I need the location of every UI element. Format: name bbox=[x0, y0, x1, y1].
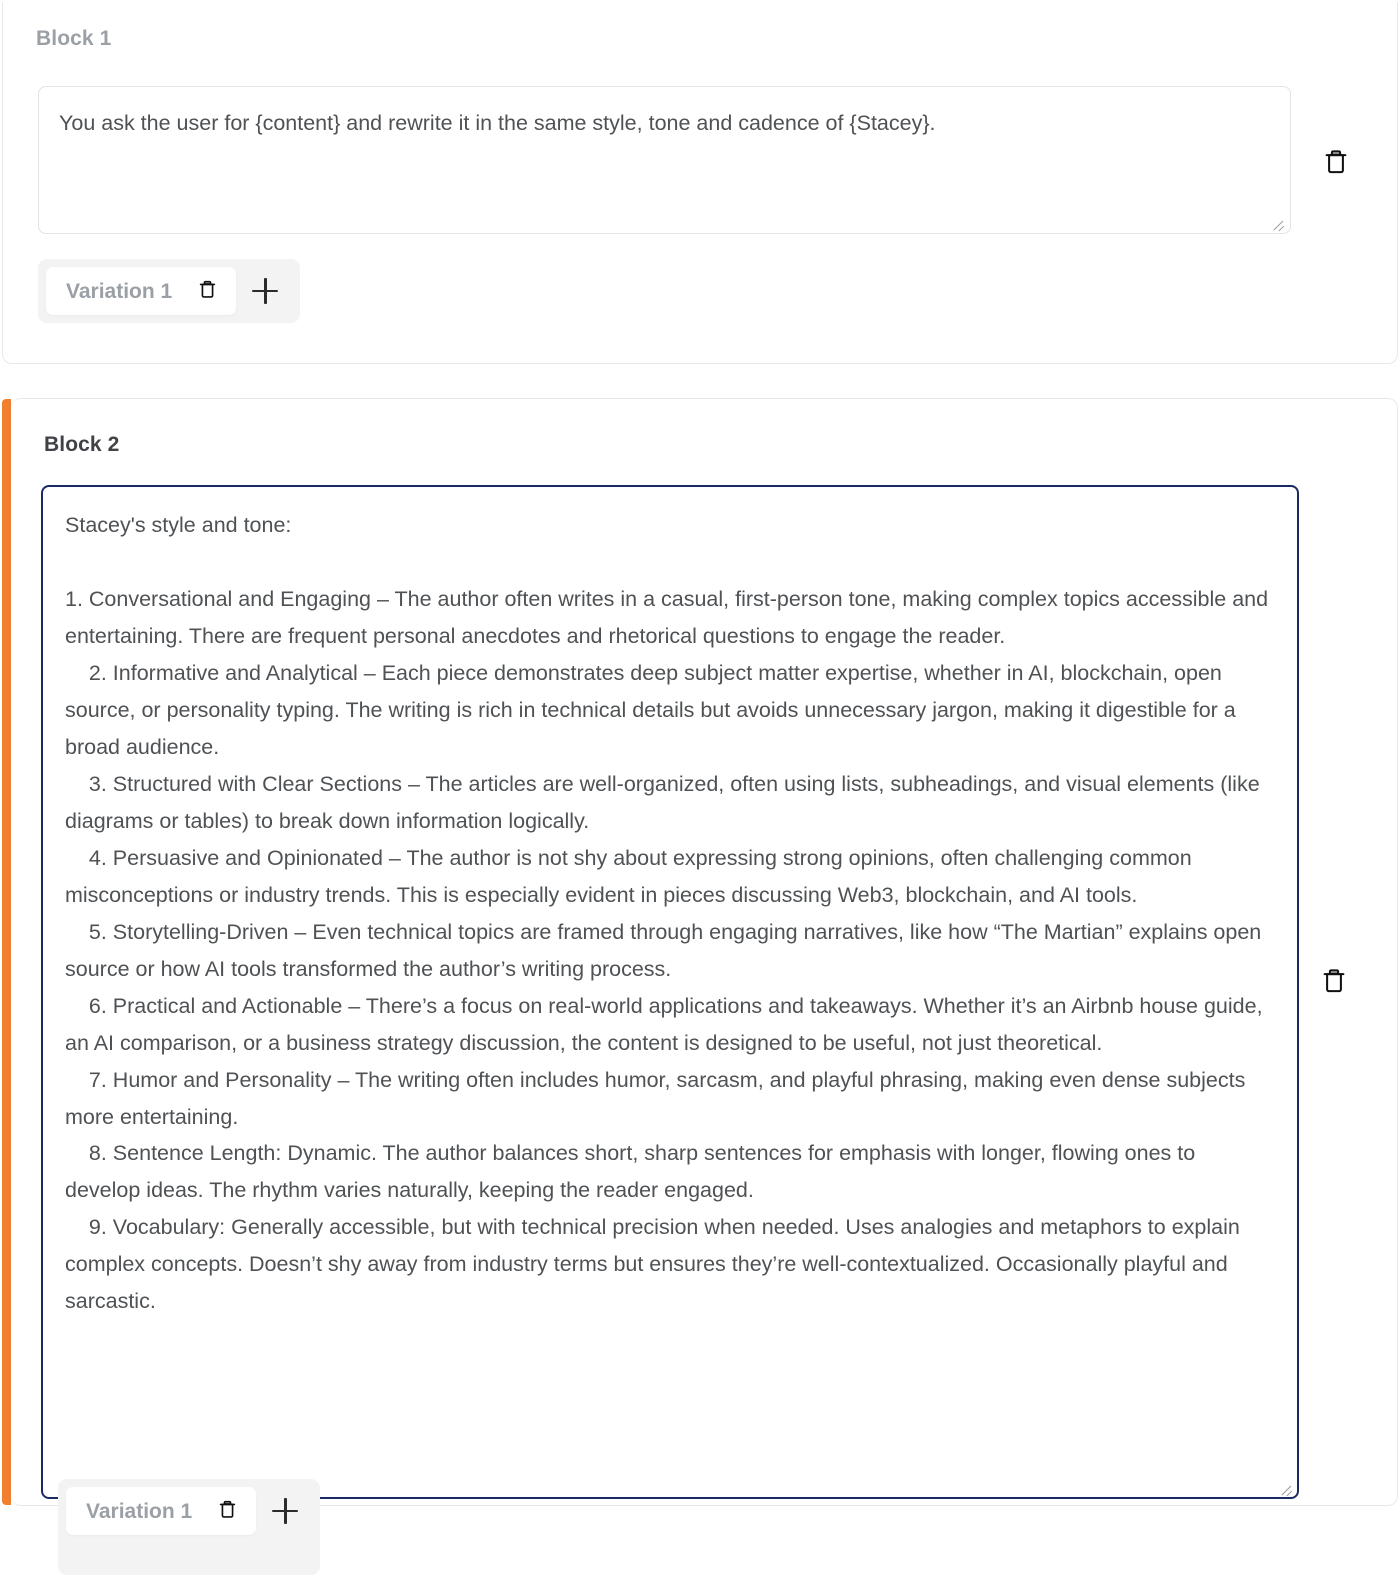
block-1-prompt-wrap bbox=[38, 86, 1291, 234]
trash-icon bbox=[198, 279, 217, 303]
block-1-prompt-textarea[interactable] bbox=[38, 86, 1291, 234]
block-1-variation-tab-1-delete-button[interactable] bbox=[194, 278, 220, 304]
block-1-variation-tab-1-label: Variation 1 bbox=[66, 279, 173, 303]
block-2-active-accent-bar bbox=[2, 399, 11, 1505]
block-2-variation-tab-1-label: Variation 1 bbox=[86, 1499, 193, 1523]
block-1-variation-bar bbox=[38, 259, 300, 323]
block-2-title: Block 2 bbox=[44, 433, 120, 456]
block-card-2 bbox=[11, 398, 1398, 1506]
trash-icon bbox=[1321, 967, 1347, 995]
block-2-textarea-resize-handle[interactable] bbox=[1278, 1479, 1294, 1495]
block-2-variation-tab-1-delete-button[interactable] bbox=[214, 1498, 240, 1524]
block-1-variation-tab-1[interactable] bbox=[46, 267, 236, 315]
block-2-variation-bar bbox=[58, 1479, 320, 1575]
block-2-variation-tab-1[interactable] bbox=[66, 1487, 256, 1535]
trash-icon bbox=[1323, 148, 1349, 176]
block-1-add-variation-button[interactable] bbox=[238, 267, 292, 315]
block-2-prompt-wrap bbox=[41, 485, 1299, 1499]
block-1-textarea-resize-handle[interactable] bbox=[1270, 214, 1286, 230]
plus-icon bbox=[272, 1498, 298, 1524]
block-2-delete-button[interactable] bbox=[1311, 958, 1357, 1004]
block-card-1 bbox=[2, 2, 1398, 364]
trash-icon bbox=[218, 1499, 237, 1523]
plus-icon bbox=[252, 278, 278, 304]
block-2-add-variation-button[interactable] bbox=[258, 1487, 312, 1535]
block-1-delete-button[interactable] bbox=[1313, 139, 1359, 185]
block-gap-divider bbox=[0, 364, 1400, 398]
block-1-title: Block 1 bbox=[36, 27, 112, 50]
block-2-prompt-textarea[interactable] bbox=[41, 485, 1299, 1499]
